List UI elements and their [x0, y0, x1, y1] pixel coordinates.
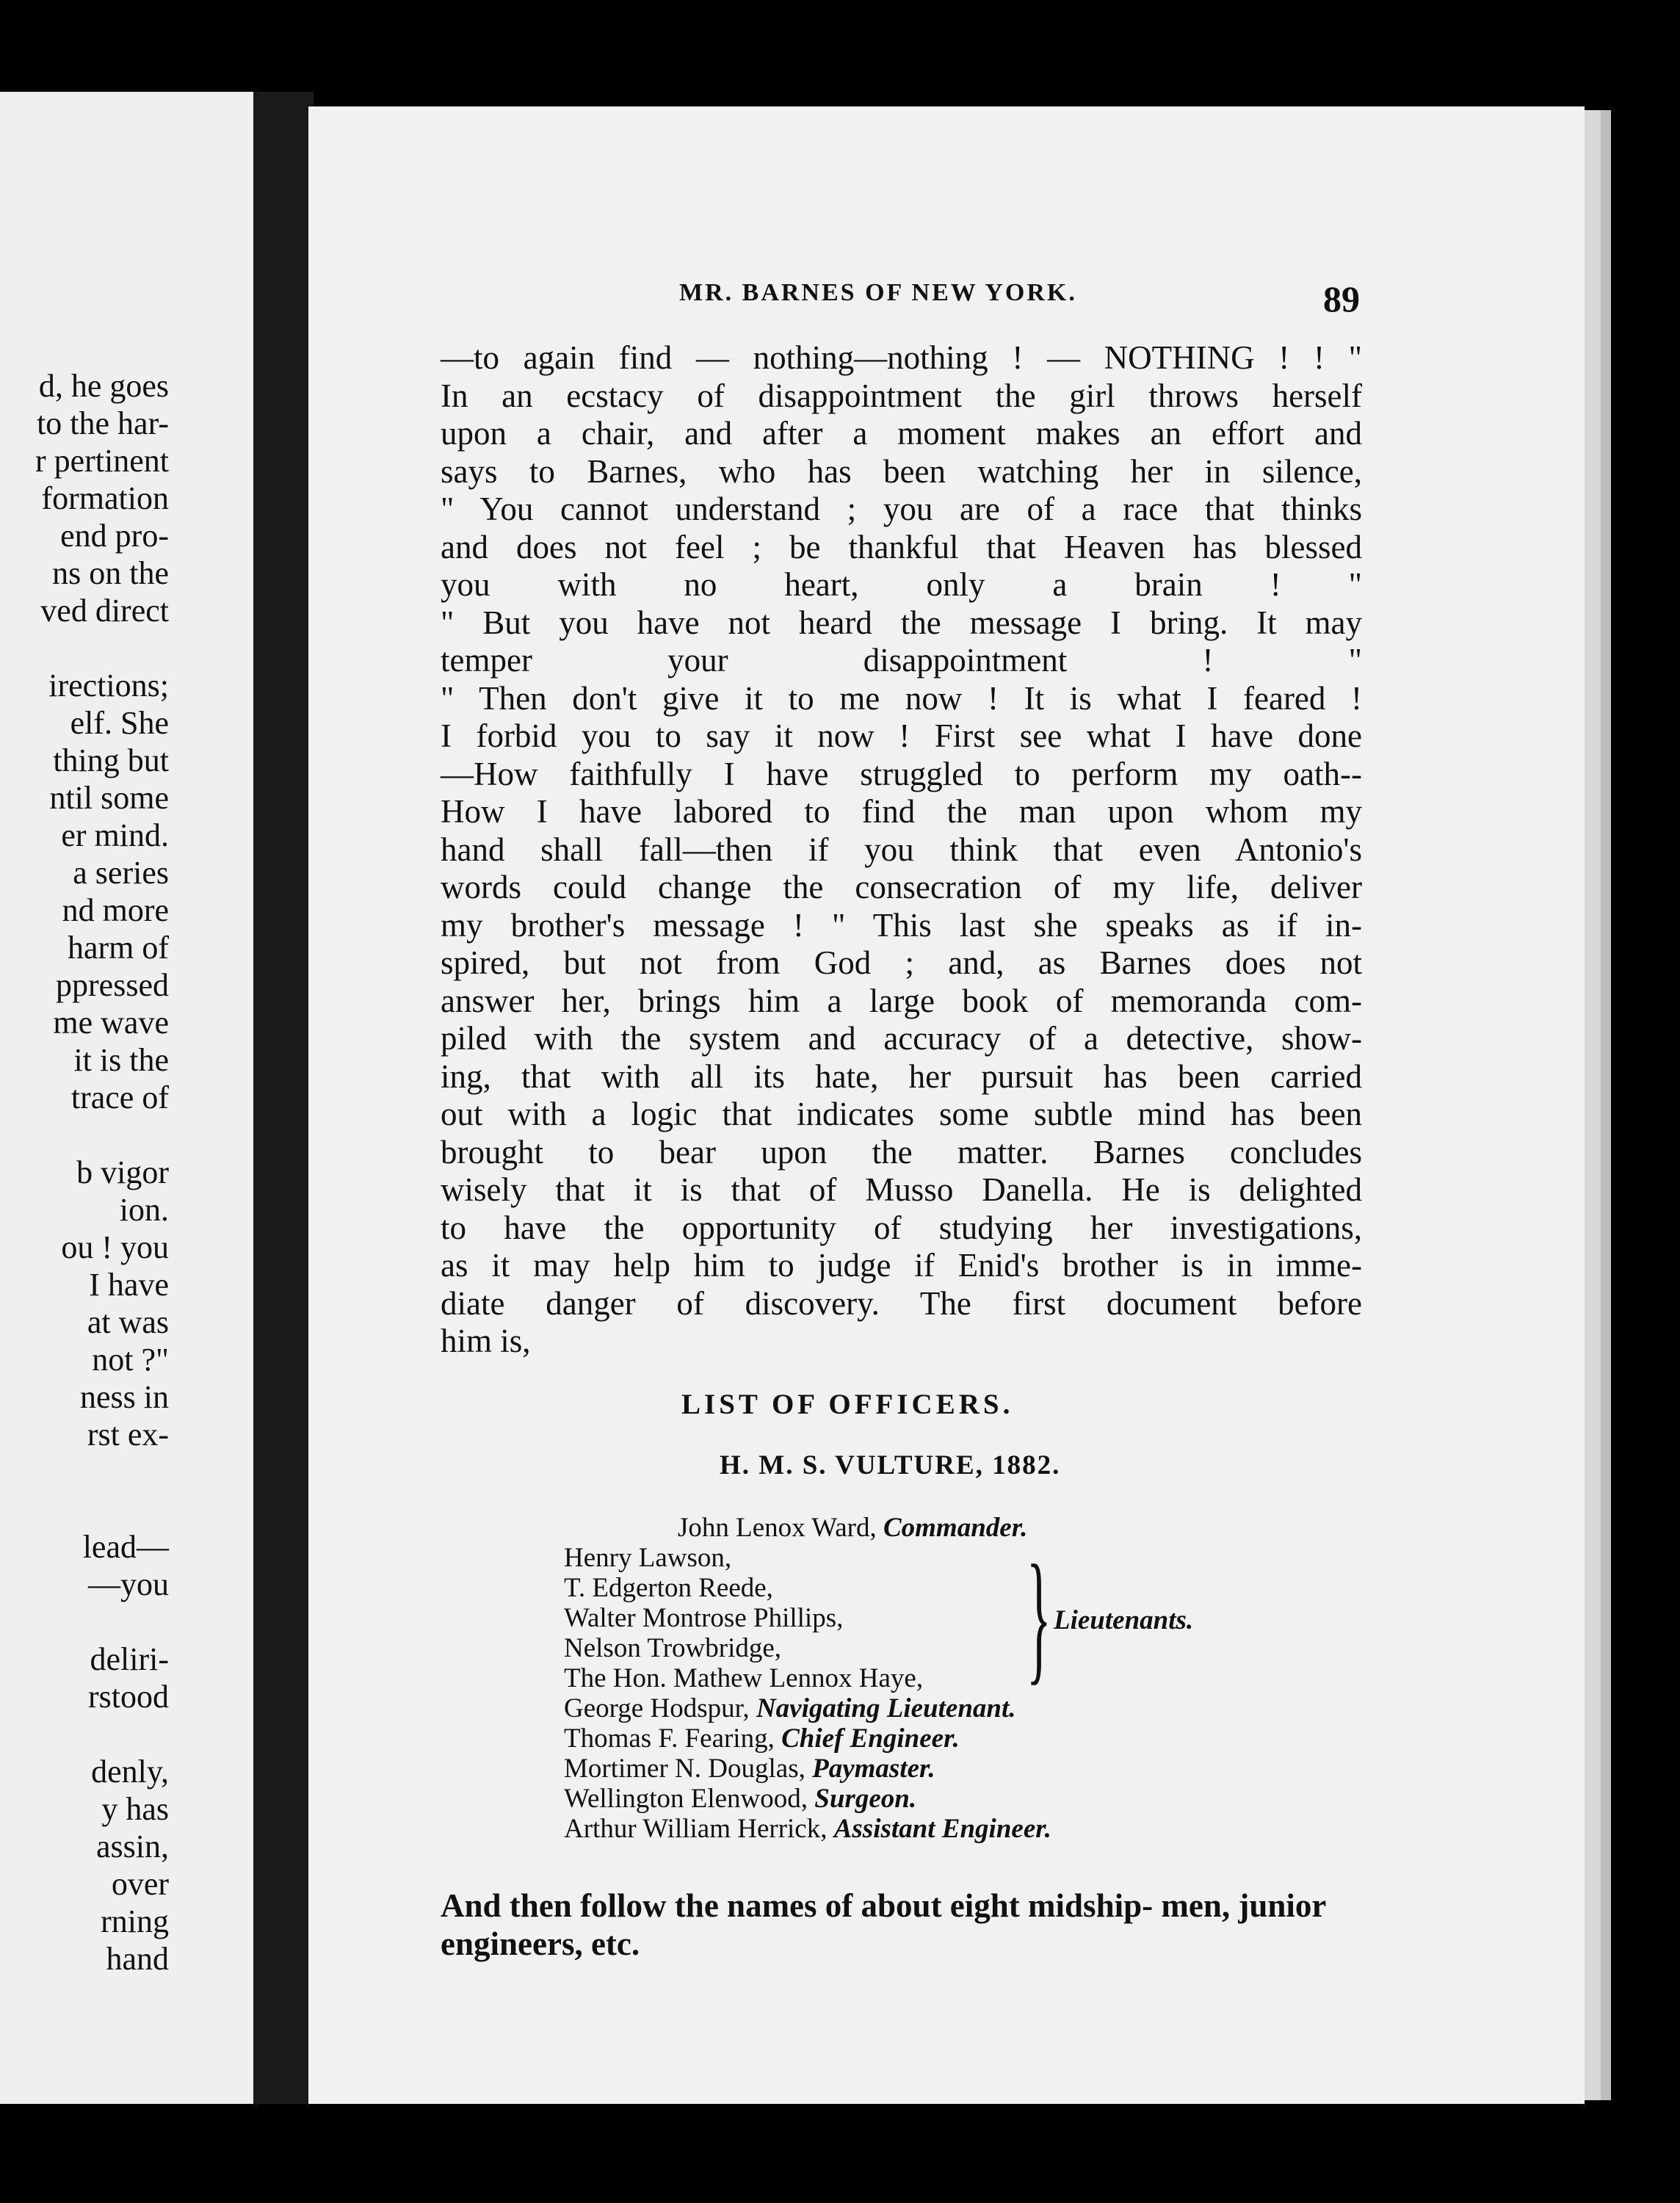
- left-page-line: not ?": [92, 1342, 169, 1378]
- left-page-line: ion.: [119, 1192, 169, 1228]
- officer-commander: John Lenox Ward, Commander.: [678, 1513, 1028, 1543]
- officer-lieutenant: Henry Lawson,: [564, 1543, 732, 1573]
- left-page-line: assin,: [96, 1828, 169, 1864]
- left-page-line: elf. She: [70, 705, 169, 741]
- left-page-line: me wave: [53, 1005, 169, 1041]
- left-page-line: thing but: [53, 742, 169, 778]
- book-gutter: [253, 92, 314, 2104]
- left-page-line: rning: [101, 1903, 169, 1939]
- officer-rank: Surgeon.: [814, 1784, 917, 1814]
- body-line: How I have labored to find the man upon whom my: [441, 793, 1362, 830]
- officer-entry: [564, 1693, 1051, 1723]
- ship-subtitle: H. M. S. VULTURE, 1882.: [720, 1450, 1061, 1480]
- left-page-line: to the har-: [37, 405, 169, 441]
- page-number: 89: [1323, 278, 1360, 319]
- left-page-line: ou ! you: [61, 1229, 169, 1265]
- officer-lieutenant: Walter Montrose Phillips,: [564, 1603, 844, 1633]
- left-page-line: end pro-: [60, 518, 169, 554]
- left-page-line: ns on the: [52, 555, 169, 591]
- officer-lieutenant: T. Edgerton Reede,: [564, 1573, 773, 1603]
- body-line: spired, but not from God ; and, as Barnes does not: [441, 944, 1362, 981]
- body-line: ing, that with all its hate, her pursuit has been carried: [441, 1057, 1362, 1095]
- lieutenants-label: Lieutenants.: [1054, 1605, 1194, 1635]
- left-page-line: denly,: [91, 1754, 169, 1790]
- officer-rank: Navigating Lieutenant.: [756, 1693, 1016, 1723]
- left-page-line: er mind.: [61, 817, 169, 853]
- body-line: says to Barnes, who has been watching her in silence,: [441, 452, 1362, 490]
- body-line: hand shall fall—then if you think that even Antonio's: [441, 831, 1362, 868]
- body-line: my brother's message ! " This last she speaks as if in-: [441, 906, 1362, 944]
- body-line: In an ecstacy of disappointment the girl throws herself: [441, 377, 1362, 414]
- left-page-line: y has: [101, 1791, 169, 1827]
- left-page-line: at was: [87, 1304, 169, 1340]
- left-page-line: trace of: [70, 1079, 169, 1115]
- body-line: brought to bear upon the matter. Barnes concludes: [441, 1133, 1362, 1171]
- left-page-line: over: [111, 1866, 169, 1902]
- body-line: diate danger of discovery. The first document before: [441, 1284, 1362, 1322]
- left-page-line: harm of: [67, 930, 169, 966]
- body-line: as it may help him to judge if Enid's brother is in imme-: [441, 1247, 1362, 1284]
- body-line: to have the opportunity of studying her investigations,: [441, 1209, 1362, 1246]
- body-text: [441, 339, 1362, 1361]
- left-page-line: ved direct: [40, 593, 169, 629]
- officer-entry: [564, 1723, 1051, 1754]
- left-page-line: —you: [88, 1566, 169, 1602]
- officer-rank: Paymaster.: [812, 1754, 935, 1784]
- body-line: " Then don't give it to me now ! It is what I feared !: [441, 679, 1362, 717]
- body-line: you with no heart, only a brain ! ": [441, 566, 1362, 603]
- left-page-line: d, he goes: [38, 368, 169, 404]
- officer-name: George Hodspur,: [564, 1693, 750, 1723]
- left-page-line: I have: [89, 1267, 169, 1303]
- body-line: piled with the system and accuracy of a detective, show-: [441, 1020, 1362, 1057]
- officer-rank: Assistant Engineer.: [833, 1814, 1051, 1844]
- body-line: —How faithfully I have struggled to perform my oath--: [441, 755, 1362, 792]
- left-page-line: it is the: [73, 1042, 169, 1078]
- officer-name: Thomas F. Fearing,: [564, 1723, 775, 1754]
- left-page-line: rstood: [88, 1679, 169, 1715]
- body-line: wisely that it is that of Musso Danella. He is delighted: [441, 1171, 1362, 1208]
- left-page-line: lead—: [82, 1529, 169, 1565]
- left-page-line: ppressed: [56, 967, 169, 1003]
- body-line: out with a logic that indicates some subtle mind has been: [441, 1096, 1362, 1132]
- left-page: [0, 92, 278, 2104]
- page-edge: [1585, 110, 1601, 2100]
- officer-name: Wellington Elenwood,: [564, 1784, 808, 1814]
- left-page-line: a series: [73, 855, 169, 891]
- page-edge: [1601, 110, 1611, 2100]
- left-page-line: formation: [41, 480, 169, 516]
- left-page-line: ntil some: [49, 780, 169, 816]
- body-line: —to again find — nothing—nothing ! — NOTHING ! ! ": [441, 339, 1362, 376]
- officers-list: [564, 1513, 1051, 1844]
- body-line: answer her, brings him a large book of memoranda com-: [441, 982, 1362, 1019]
- officer-entry: [564, 1784, 1051, 1814]
- left-page-line: r pertinent: [35, 443, 169, 479]
- left-page-line: rst ex-: [87, 1417, 169, 1453]
- left-page-line: ness in: [80, 1379, 169, 1415]
- body-line: words could change the consecration of my life, deliver: [441, 869, 1362, 905]
- brace: }: [1027, 1535, 1051, 1698]
- left-page-line: irections;: [48, 668, 169, 703]
- left-page-line: b vigor: [76, 1154, 169, 1190]
- left-page-line: nd more: [62, 892, 169, 928]
- body-line: temper your disappointment ! ": [441, 642, 1362, 679]
- body-line: " You cannot understand ; you are of a race that thinks: [441, 491, 1362, 527]
- officer-rank: Chief Engineer.: [781, 1723, 960, 1754]
- officer-entry: [564, 1754, 1051, 1784]
- officer-lieutenant: Nelson Trowbridge,: [564, 1633, 782, 1663]
- body-line: " But you have not heard the message I bring. It may: [441, 604, 1362, 641]
- body-line: and does not feel ; be thankful that Heaven has blessed: [441, 528, 1362, 565]
- officer-name: Arthur William Herrick,: [564, 1814, 828, 1844]
- officer-lieutenant: The Hon. Mathew Lennox Haye,: [564, 1663, 924, 1693]
- body-line: upon a chair, and after a moment makes an effort and: [441, 415, 1362, 452]
- body-line: him is,: [441, 1323, 531, 1359]
- list-title: LIST OF OFFICERS.: [681, 1389, 1014, 1420]
- left-page-line: hand: [106, 1941, 169, 1977]
- officer-entry: [564, 1814, 1051, 1844]
- officer-name: Mortimer N. Douglas,: [564, 1754, 805, 1784]
- running-header: MR. BARNES OF NEW YORK.: [679, 279, 1077, 306]
- closing-paragraph: And then follow the names of about eight midship- men, junior engineers, etc.: [441, 1887, 1326, 1962]
- body-line: I forbid you to say it now ! First see what I have done: [441, 717, 1362, 754]
- left-page-line: deliri-: [90, 1641, 169, 1677]
